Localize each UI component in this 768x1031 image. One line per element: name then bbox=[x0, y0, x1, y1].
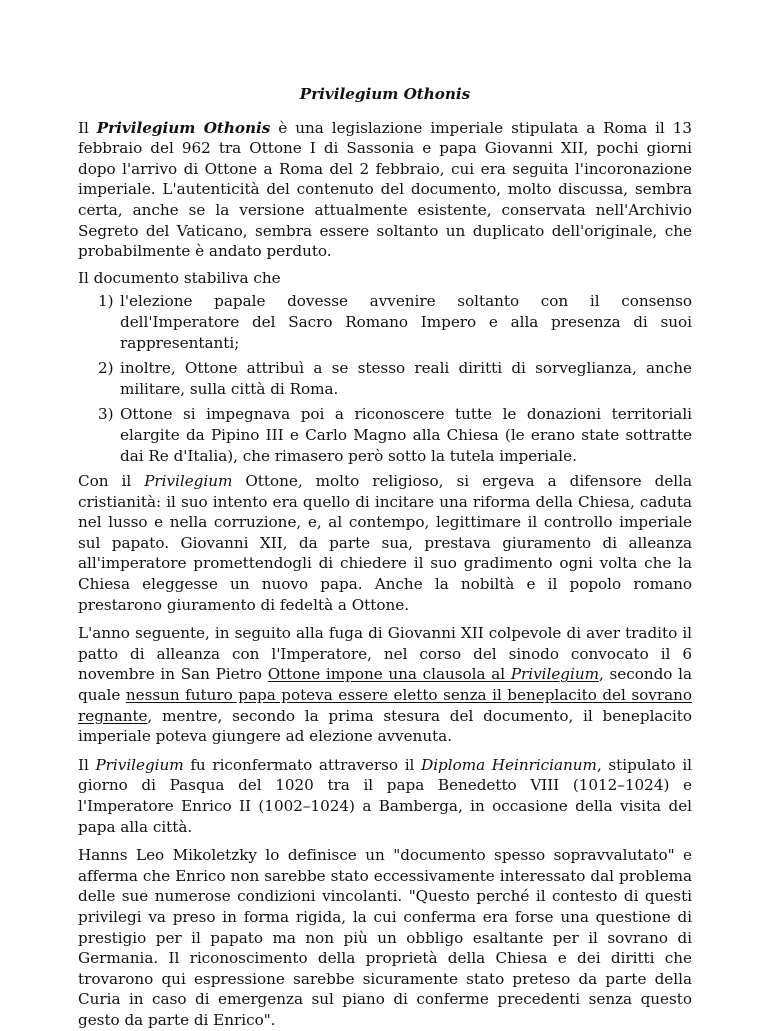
text-run: , stipulato il giorno di Pasqua del 1020 tra il papa Benedetto VIII (1012–1024) e l'Imperatore Enrico II (1002–1024) a Bamberga, in occasione della visita del papa alla città. bbox=[78, 755, 692, 836]
italic-term: Privilegium bbox=[144, 472, 233, 491]
list-item-number: 3) bbox=[98, 405, 114, 424]
list-item bbox=[78, 291, 692, 353]
list-item-text: Ottone si impegnava poi a riconoscere tutte le donazioni territoriali elargite da Pipino III e Carlo Magno alla Chiesa (le erano state sottratte dai Re d'Italia), che rimasero però sotto la tutela imperiale. bbox=[120, 405, 692, 465]
list-item-text: l'elezione papale dovesse avvenire soltanto con il consenso dell'Imperatore del Sacro Romano Impero e alla presenza di suoi rappresentanti; bbox=[120, 292, 692, 352]
list-item-text: inoltre, Ottone attribuì a se stesso reali diritti di sorveglianza, anche militare, sulla città di Roma. bbox=[120, 359, 692, 398]
text-run: fu riconfermato attraverso il bbox=[183, 755, 422, 774]
text-run: L'anno seguente, in seguito alla fuga di Giovanni XII colpevole di aver tradito il patto di alleanza con l'Imperatore, nel corso del sinodo convocato il 6 novembre in San Pietro bbox=[78, 624, 692, 684]
provisions-list bbox=[78, 291, 692, 466]
text-run: Con il bbox=[78, 472, 145, 491]
underlined-clause: nessun futuro papa poteva essere eletto senza il beneplacito del sovrano regnante bbox=[78, 686, 692, 725]
intro-term: Privilegium Othonis bbox=[96, 118, 271, 137]
document-title: Privilegium Othonis bbox=[299, 85, 471, 103]
paragraph-reconfirmation bbox=[78, 755, 692, 837]
text-run: , secondo la quale bbox=[78, 665, 693, 705]
underlined-clause bbox=[268, 665, 599, 683]
italic-term: Privilegium bbox=[95, 755, 184, 774]
intro-body: è una legislazione imperiale stipulata a Roma il 13 febbraio del 962 tra Ottone I di Sassonia e papa Giovanni XII, pochi giorni dopo l'arrivo di Ottone a Roma del 2 febbraio, cui era seguita l'incoronazione imperiale. L'autenticità del contenuto del documento, molto discussa, sembra certa, anche se la versione attualmente esistente, conservata nell'Archivio Segreto del Vaticano, sembra essere soltanto un duplicato dell'originale, che probabilmente è andato perduto. bbox=[78, 118, 693, 261]
paragraph-privilegium-purpose bbox=[78, 471, 692, 615]
list-item bbox=[78, 358, 692, 399]
list-item-number: 1) bbox=[98, 292, 114, 311]
paragraph-mikoletzky: Hanns Leo Mikoletzky lo definisce un "documento spesso sopravvalutato" e afferma che Enrico non sarebbe stato eccessivamente interessato dal problema delle sue numerose condizioni vincolanti. "Questo perché il contesto di questi privilegi va preso in forma rigida, la cui conferma era forse una questione di prestigio per il papato ma non più un obbligo esaltante per il sovrano di Germania. Il riconoscimento della proprietà della Chiesa e dei diritti che trovarono qui espressione sarebbe sicuramente stato preteso da parte della Curia in caso di emergenza sul piano di conferme precedenti senza questo gesto da parte di Enrico". bbox=[78, 846, 692, 1029]
intro-paragraph bbox=[78, 118, 692, 262]
text-run: , mentre, secondo la prima stesura del documento, il beneplacito imperiale poteva giungere ad elezione avvenuta. bbox=[78, 706, 692, 746]
text-run: Ottone impone una clausola al bbox=[267, 665, 511, 684]
list-intro: Il documento stabiliva che bbox=[78, 268, 281, 287]
intro-lead: Il bbox=[78, 118, 97, 137]
list-item-number: 2) bbox=[98, 359, 114, 378]
text-run: Ottone, molto religioso, si ergeva a difensore della cristianità: il suo intento era quello di incitare una riforma della Chiesa, caduta nel lusso e nella corruzione, e, al contempo, legittimare il controllo imperiale sul papato. Giovanni XII, da parte sua, prestava giuramento di alleanza all'imperatore promettendogli di chiedere il suo gradimento ogni volta che la Chiesa eleggesse un nuovo papa. Anche la nobiltà e il popolo romano prestarono giuramento di fedeltà a Ottone. bbox=[78, 472, 692, 614]
text-run: Il bbox=[78, 755, 96, 774]
paragraph-synod bbox=[78, 623, 692, 747]
italic-term: Privilegium bbox=[510, 665, 599, 684]
list-item bbox=[78, 404, 692, 466]
italic-term: Diploma Heinricianum bbox=[421, 755, 597, 774]
